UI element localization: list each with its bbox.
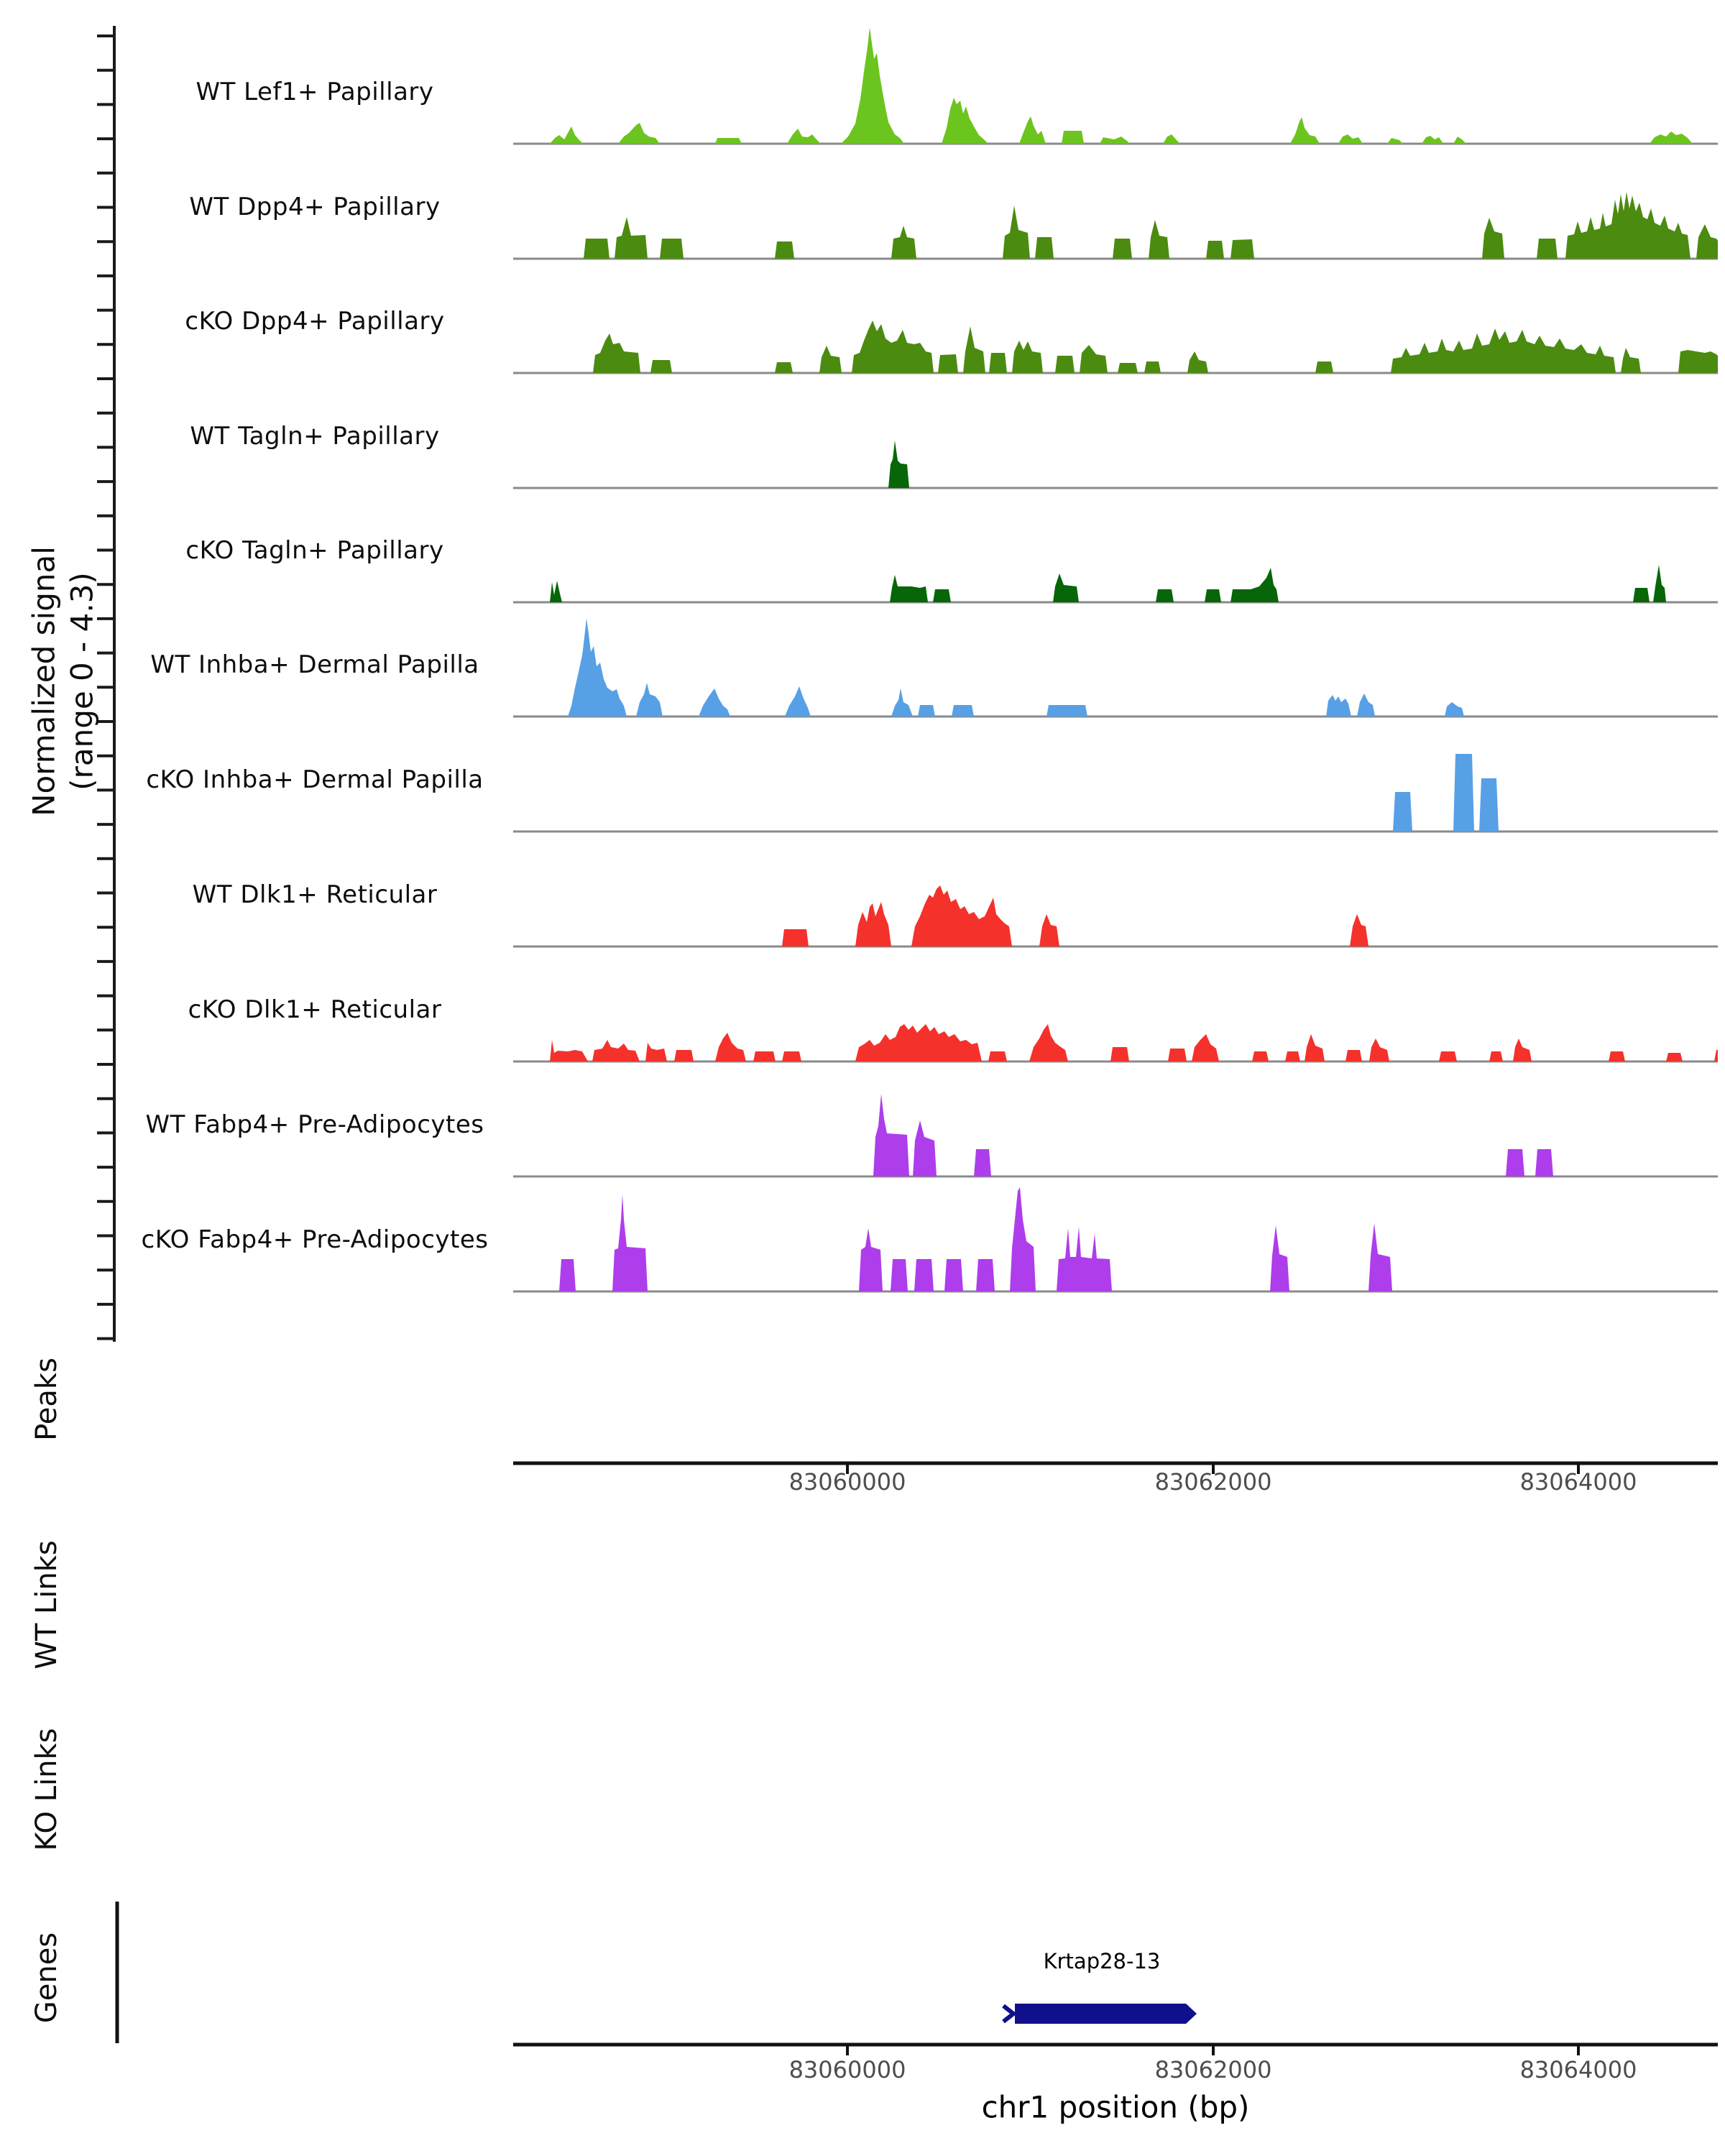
signal-peak — [1046, 705, 1087, 717]
signal-peak — [1368, 1223, 1392, 1291]
signal-peak — [890, 575, 928, 602]
signal-peak — [989, 353, 1007, 373]
signal-peak — [1346, 1050, 1362, 1061]
signal-peak — [715, 138, 742, 144]
signal-peak — [918, 705, 935, 717]
gene-arrow-tip — [1186, 2004, 1197, 2024]
signal-peak — [933, 589, 951, 602]
signal-peak — [1144, 361, 1161, 373]
track-signal-cko-inhba-dermal-papilla — [1393, 754, 1499, 831]
track-label-wt-tagln-papillary: WT Tagln+ Papillary — [190, 422, 440, 451]
signal-peak — [1012, 341, 1043, 373]
signal-peak — [1039, 914, 1059, 946]
signal-peak — [873, 1094, 909, 1176]
gene-name-label: Krtap28-13 — [1043, 1949, 1161, 1973]
track-label-wt-dlk1-reticular: WT Dlk1+ Reticular — [192, 880, 438, 909]
signal-peak — [782, 1051, 801, 1061]
signal-peak — [550, 581, 562, 602]
signal-peak — [584, 239, 610, 259]
signal-peak — [1696, 224, 1718, 259]
signal-peak — [1163, 134, 1180, 144]
signal-peak — [1453, 754, 1474, 831]
signal-peak — [976, 1259, 995, 1291]
signal-peak — [1192, 1034, 1219, 1061]
signal-peak — [1422, 136, 1443, 144]
signal-peak — [1350, 914, 1368, 946]
track-label-cko-dlk1-reticular: cKO Dlk1+ Reticular — [188, 995, 442, 1024]
signal-peak — [1080, 345, 1108, 373]
signal-peak — [1369, 1038, 1389, 1061]
bottom-axis-tick-label: 83064000 — [1519, 2056, 1637, 2083]
track-label-wt-fabp4-pre-adipocytes: WT Fabp4+ Pre-Adipocytes — [145, 1110, 484, 1139]
peaks-axis-tick-label: 83062000 — [1154, 1468, 1272, 1496]
signal-peak — [1290, 117, 1320, 144]
track-signal-cko-fabp4-pre-adipocytes — [559, 1187, 1392, 1291]
signal-peak — [1168, 1049, 1187, 1061]
signal-peak — [1326, 695, 1351, 717]
signal-peak — [592, 1040, 640, 1061]
signal-peak — [891, 1259, 908, 1291]
signal-peak — [1714, 1050, 1718, 1061]
signal-peak — [1205, 589, 1221, 602]
signal-peak — [1387, 138, 1403, 144]
signal-peak — [1113, 239, 1132, 259]
signal-peak — [888, 441, 909, 488]
signal-peak — [891, 226, 916, 259]
signal-peak — [911, 885, 1012, 946]
signal-peak — [550, 1040, 588, 1061]
signal-peak — [988, 1051, 1007, 1061]
signal-peak — [1653, 565, 1666, 602]
track-signal-cko-tagln-papillary — [550, 565, 1666, 602]
signal-peak — [1391, 328, 1616, 373]
gene-strand-chevron — [1003, 2006, 1013, 2022]
peaks-axis-tick-label: 83060000 — [788, 1468, 906, 1496]
signal-peak — [1666, 1053, 1683, 1061]
signal-peak — [785, 686, 811, 717]
signal-peak — [699, 688, 730, 717]
track-label-wt-inhba-dermal-papilla: WT Inhba+ Dermal Papilla — [150, 650, 479, 679]
section-label-genes: Genes — [30, 1932, 63, 2024]
signal-peak — [1118, 363, 1138, 373]
signal-peak — [1149, 220, 1169, 259]
signal-peak — [1609, 1051, 1625, 1061]
signal-peak — [775, 362, 793, 373]
signal-peak — [618, 123, 660, 144]
signal-peak — [1055, 356, 1075, 373]
signal-peak — [1445, 702, 1464, 717]
track-signal-cko-dpp4-papillary — [593, 321, 1718, 373]
signal-peak — [1187, 351, 1208, 373]
y-axis-label — [26, 546, 101, 816]
signal-peak — [1439, 1051, 1457, 1061]
track-label-cko-dpp4-papillary: cKO Dpp4+ Papillary — [185, 307, 445, 336]
signal-peak — [938, 354, 958, 373]
signal-peak — [615, 217, 648, 259]
signal-peak — [1678, 350, 1718, 373]
signal-peak — [1062, 131, 1084, 144]
section-label-wt-links: WT Links — [30, 1540, 63, 1669]
signal-peak — [1010, 1187, 1036, 1291]
signal-peak — [782, 929, 809, 946]
signal-peak — [944, 1259, 963, 1291]
signal-peak — [660, 239, 684, 259]
gene-body — [1015, 2004, 1186, 2024]
signal-peak — [1285, 1051, 1300, 1061]
bottom-axis-tick-label: 83062000 — [1154, 2056, 1272, 2083]
track-label-wt-dpp4-papillary: WT Dpp4+ Papillary — [189, 193, 441, 221]
signal-peak — [1270, 1225, 1289, 1291]
track-signal-wt-dlk1-reticular — [782, 885, 1368, 946]
signal-peak — [1305, 1034, 1325, 1061]
signal-peak — [819, 346, 842, 373]
signal-peak — [550, 126, 584, 144]
signal-peak — [891, 688, 913, 717]
x-axis-title: chr1 position (bp) — [981, 2089, 1250, 2125]
signal-peak — [645, 1043, 667, 1061]
signal-peak — [1357, 694, 1375, 717]
signal-peak — [1479, 778, 1499, 831]
signal-peak — [852, 321, 934, 373]
track-signal-wt-lef1-papillary — [550, 27, 1693, 144]
section-label-peaks: Peaks — [30, 1358, 63, 1441]
signal-peak — [1100, 137, 1130, 144]
signal-peak — [1513, 1038, 1532, 1061]
signal-peak — [1535, 1149, 1553, 1176]
signal-peak — [612, 1194, 648, 1291]
signal-peak — [775, 241, 794, 259]
signal-peak — [1110, 1047, 1129, 1061]
signal-peak — [1650, 132, 1693, 144]
track-signal-cko-dlk1-reticular — [550, 1024, 1718, 1061]
signal-peak — [1053, 573, 1079, 602]
signal-peak — [1338, 134, 1363, 144]
signal-peak — [974, 1149, 991, 1176]
signal-peak — [1230, 239, 1254, 259]
signal-peak — [952, 705, 974, 717]
signal-peak — [1315, 361, 1333, 373]
signal-peak — [1565, 192, 1690, 259]
signal-peak — [914, 1259, 934, 1291]
signal-peak — [1506, 1149, 1524, 1176]
signal-peak — [715, 1033, 746, 1061]
signal-peak — [787, 129, 821, 144]
signal-peak — [1252, 1051, 1269, 1061]
signal-peak — [855, 902, 891, 946]
signal-peak — [859, 1228, 883, 1291]
track-label-wt-lef1-papillary: WT Lef1+ Papillary — [196, 78, 434, 106]
signal-peak — [1393, 792, 1412, 831]
signal-peak — [1057, 1227, 1112, 1291]
signal-peak — [650, 360, 672, 373]
track-label-cko-tagln-papillary: cKO Tagln+ Papillary — [185, 536, 444, 565]
track-signal-wt-inhba-dermal-papilla — [568, 618, 1464, 717]
section-label-ko-links: KO Links — [30, 1728, 63, 1851]
signal-peak — [913, 1120, 937, 1176]
signal-peak — [942, 98, 988, 144]
y-axis-label-line1: Normalized signal — [26, 546, 62, 816]
track-signal-wt-tagln-papillary — [888, 441, 909, 488]
signal-peak — [855, 1024, 982, 1061]
signal-peak — [1453, 137, 1466, 144]
signal-peak — [568, 618, 627, 717]
signal-peak — [1621, 348, 1641, 373]
signal-peak — [1019, 116, 1046, 144]
signal-peak — [559, 1259, 576, 1291]
signal-peak — [963, 326, 985, 373]
signal-peak — [1482, 218, 1504, 259]
signal-peak — [1489, 1051, 1503, 1061]
signal-peak — [674, 1050, 694, 1061]
signal-peak — [1156, 589, 1174, 602]
track-label-cko-inhba-dermal-papilla: cKO Inhba+ Dermal Papilla — [146, 765, 484, 794]
bottom-axis-tick-label: 83060000 — [788, 2056, 906, 2083]
signal-peak — [1230, 568, 1279, 602]
signal-peak — [1029, 1024, 1068, 1061]
signal-peak — [1003, 206, 1030, 259]
signal-peak — [841, 27, 904, 144]
peaks-axis-tick-label: 83064000 — [1519, 1468, 1637, 1496]
signal-peak — [636, 683, 663, 717]
signal-peak — [753, 1051, 776, 1061]
track-signal-wt-dpp4-papillary — [584, 192, 1718, 259]
signal-peak — [593, 333, 640, 373]
signal-peak — [1206, 241, 1224, 259]
track-signal-wt-fabp4-pre-adipocytes — [873, 1094, 1553, 1176]
y-axis-label-line2: (range 0 - 4.3) — [64, 572, 99, 791]
track-label-cko-fabp4-pre-adipocytes: cKO Fabp4+ Pre-Adipocytes — [141, 1225, 489, 1254]
signal-peak — [1537, 239, 1558, 259]
signal-peak — [1633, 588, 1650, 602]
signal-peak — [1035, 237, 1054, 259]
